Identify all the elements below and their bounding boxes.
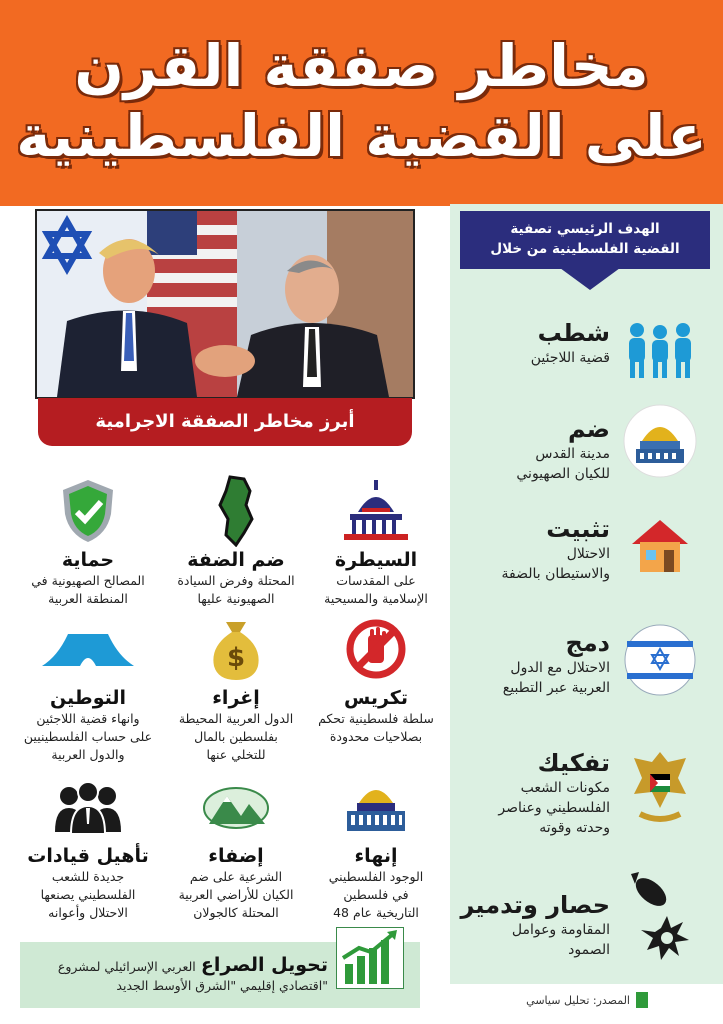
right-item-tathbeet xyxy=(460,514,610,584)
goal-box xyxy=(460,211,710,269)
grid-item-takrees xyxy=(308,612,444,746)
palestine-emblem-icon xyxy=(622,752,698,828)
bomb-icon xyxy=(622,870,698,966)
grid-item-saytara xyxy=(308,474,444,608)
right-item-desc: للكيان الصهيوني xyxy=(516,466,610,482)
grid-item-desc: الاحتلال وأعوانه xyxy=(48,905,128,920)
leaders-photo xyxy=(35,209,415,399)
grid-item-desc: في فلسطين xyxy=(343,887,409,902)
mosque-icon xyxy=(308,770,444,844)
right-item-desc: الاحتلال مع الدول xyxy=(510,660,610,676)
grid-item-desc: المنطقة العربية xyxy=(48,591,128,606)
right-item-desc: العربية عبر التطبيع xyxy=(502,680,610,696)
right-item-shatb xyxy=(460,318,610,368)
source-text: المصدر: تحليل سياسي xyxy=(526,994,630,1007)
goal-line2: القضية الفلسطينية من خلال xyxy=(490,241,680,257)
grid-item-title: حماية xyxy=(61,549,115,571)
right-item-title: دمج xyxy=(565,629,610,657)
grid-item-title: السيطرة xyxy=(334,549,418,571)
west-bank-map-icon xyxy=(168,474,304,548)
grid-item-title: تكريس xyxy=(344,687,408,709)
grid-item-desc: المحتلة كالجولان xyxy=(193,905,279,920)
grid-item-desc: الإسلامية والمسيحية xyxy=(324,591,428,606)
goal-line1: الهدف الرئيسي تصفية xyxy=(510,221,660,237)
right-item-title: تثبيت xyxy=(546,515,610,543)
bottom-text-block xyxy=(28,954,328,993)
svg-text:$: $ xyxy=(226,643,246,673)
grid-item-desc: والدول العربية xyxy=(51,747,125,762)
grid-item-inhaa xyxy=(308,770,444,922)
right-item-dam xyxy=(460,414,610,484)
grid-item-desc: بصلاحيات محدودة xyxy=(329,729,423,744)
leaders-icon xyxy=(20,770,156,844)
grid-item-desc: الوجود الفلسطيني xyxy=(328,869,424,884)
grid-item-desc: الشرعية على ضم xyxy=(189,869,283,884)
source-icon xyxy=(636,992,648,1008)
grid-item-desc: على المقدسات xyxy=(336,573,416,588)
grid-item-desc: الدول العربية المحيطة xyxy=(178,711,294,726)
grid-item-desc: سلطة فلسطينية تحكم xyxy=(318,711,434,726)
grid-item-title: تأهيل قيادات xyxy=(27,845,149,867)
mountains-icon xyxy=(168,770,304,844)
bottom-text-line1: العربي الإسرائيلي لمشروع xyxy=(57,959,196,974)
growth-chart-icon xyxy=(336,927,404,989)
grid-item-desc: التاريخية عام 48 xyxy=(333,905,419,920)
shield-check-icon xyxy=(20,474,156,548)
grid-item-himaya xyxy=(20,474,156,608)
right-item-desc: مكونات الشعب xyxy=(520,780,610,796)
money-bag-icon xyxy=(168,612,304,686)
right-item-damj xyxy=(460,628,610,698)
grid-item-desc: للتخلي عنها xyxy=(206,747,266,762)
grid-item-desc: الكيان للأراضي العربية xyxy=(178,887,294,902)
grid-item-title: ضم الضفة xyxy=(187,549,285,571)
grid-item-tawteen xyxy=(20,612,156,764)
right-item-title: تفكيك xyxy=(537,749,610,777)
house-icon xyxy=(622,508,698,584)
right-item-desc: قضية اللاجئين xyxy=(530,350,610,366)
grid-item-ighraa xyxy=(168,612,304,764)
right-item-title: ضم xyxy=(567,415,610,443)
grid-item-title: إضفاء xyxy=(208,845,264,867)
capitol-icon xyxy=(308,474,444,548)
right-item-title: حصار وتدمير xyxy=(460,891,610,919)
right-item-tafkeek xyxy=(460,748,610,838)
bottom-text-line2: "اقتصادي إقليمي "الشرق الأوسط الجديد xyxy=(116,978,328,993)
israel-flag-icon xyxy=(622,622,698,698)
refugees-icon xyxy=(622,312,698,388)
grid-item-taheel xyxy=(20,770,156,922)
dome-of-rock-icon xyxy=(622,403,698,479)
grid-item-desc: على حساب الفلسطينيين xyxy=(23,729,153,744)
right-item-hisar xyxy=(460,890,610,960)
right-item-desc: الصمود xyxy=(568,942,610,958)
page-title-line1: مخاطر صفقة القرن xyxy=(74,32,649,100)
grid-item-title: إنهاء xyxy=(354,845,398,867)
grid-item-desc: جديدة للشعب xyxy=(51,869,125,884)
right-item-desc: المقاومة وعوامل xyxy=(511,922,610,938)
bottom-title: تحويل الصراع xyxy=(200,954,328,976)
right-item-desc: مدينة القدس xyxy=(535,446,610,462)
grid-item-desc: المحتلة وفرض السيادة xyxy=(177,573,295,588)
grid-item-desc: الفلسطيني يصنعها xyxy=(40,887,136,902)
grid-item-title: إغراء xyxy=(212,687,260,709)
grid-item-desc: الصهيونية عليها xyxy=(197,591,275,606)
right-item-desc: والاستيطان بالضفة xyxy=(501,566,610,582)
tent-icon xyxy=(20,612,156,686)
right-item-desc: الفلسطيني وعناصر xyxy=(498,800,610,816)
grid-item-dam-daffa xyxy=(168,474,304,608)
grid-item-desc: المصالح الصهيونية في xyxy=(31,573,145,588)
grid-item-desc: وانهاء قضية اللاجئين xyxy=(36,711,140,726)
right-item-desc: وحدته وقوته xyxy=(539,820,610,836)
stop-hand-icon xyxy=(308,612,444,686)
right-item-desc: الاحتلال xyxy=(566,546,610,562)
photo-caption: أبرز مخاطر الصفقة الاجرامية xyxy=(38,398,412,446)
right-item-title: شطب xyxy=(537,319,610,347)
grid-item-idfaa xyxy=(168,770,304,922)
grid-item-desc: بفلسطين بالمال xyxy=(194,729,278,744)
goal-arrow xyxy=(560,268,620,290)
page-title-line2: على القضية الفلسطينية xyxy=(16,102,707,170)
grid-item-title: التوطين xyxy=(49,687,127,709)
